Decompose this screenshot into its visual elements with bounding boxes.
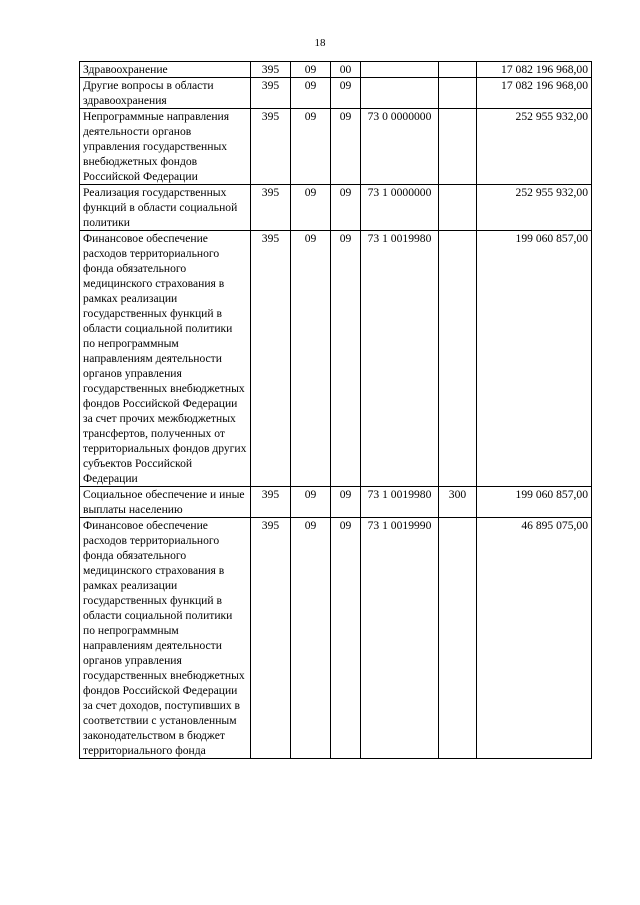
amount: 46 895 075,00 [477, 518, 592, 759]
amount: 17 082 196 968,00 [477, 78, 592, 109]
target-code: 73 0 0000000 [361, 109, 439, 185]
row-name: Другие вопросы в области здравоохранения [80, 78, 251, 109]
row-name: Социальное обеспечение и иные выплаты населению [80, 487, 251, 518]
ministry-code: 395 [251, 78, 291, 109]
subsection-code: 09 [331, 78, 361, 109]
section-code: 09 [291, 109, 331, 185]
target-code: 73 1 0019980 [361, 487, 439, 518]
section-code: 09 [291, 487, 331, 518]
row-name: Финансовое обеспечение расходов территориального фонда обязательного медицинского страхования в рамках реализации государственных функций в области социальной политики по непрограммным направлениям деятельности органов управления государственных внебюджетных фондов Российской Федерации за счет прочих межбюджетных трансфертов, полученных от территориальных фондов других субъектов Российской Федерации [80, 231, 251, 487]
expense-type-code [439, 78, 477, 109]
ministry-code: 395 [251, 487, 291, 518]
subsection-code: 09 [331, 231, 361, 487]
expense-type-code [439, 231, 477, 487]
table-row [80, 487, 592, 518]
subsection-code: 09 [331, 185, 361, 231]
ministry-code: 395 [251, 185, 291, 231]
amount: 252 955 932,00 [477, 109, 592, 185]
row-name: Финансовое обеспечение расходов территориального фонда обязательного медицинского страхования в рамках реализации государственных функций в области социальной политики по непрограммным направлениям деятельности органов управления государственных внебюджетных фондов Российской Федерации за счет доходов, поступивших в соответствии с установленным законодательством в бюджет территориального фонда [80, 518, 251, 759]
ministry-code: 395 [251, 231, 291, 487]
ministry-code: 395 [251, 518, 291, 759]
table-row [80, 185, 592, 231]
table-row [80, 78, 592, 109]
expense-type-code [439, 518, 477, 759]
amount: 17 082 196 968,00 [477, 62, 592, 78]
table-row [80, 109, 592, 185]
section-code: 09 [291, 518, 331, 759]
target-code [361, 78, 439, 109]
section-code: 09 [291, 78, 331, 109]
row-name: Здравоохранение [80, 62, 251, 78]
section-code: 09 [291, 231, 331, 487]
amount: 252 955 932,00 [477, 185, 592, 231]
subsection-code: 00 [331, 62, 361, 78]
row-name: Реализация государственных функций в области социальной политики [80, 185, 251, 231]
amount: 199 060 857,00 [477, 231, 592, 487]
section-code: 09 [291, 62, 331, 78]
amount: 199 060 857,00 [477, 487, 592, 518]
table-row [80, 62, 592, 78]
budget-table [79, 61, 592, 759]
subsection-code: 09 [331, 109, 361, 185]
expense-type-code [439, 62, 477, 78]
page-number: 18 [314, 37, 326, 49]
section-code: 09 [291, 185, 331, 231]
ministry-code: 395 [251, 109, 291, 185]
expense-type-code: 300 [439, 487, 477, 518]
target-code: 73 1 0000000 [361, 185, 439, 231]
subsection-code: 09 [331, 518, 361, 759]
table-row [80, 231, 592, 487]
row-name: Непрограммные направления деятельности органов управления государственных внебюджетных фондов Российской Федерации [80, 109, 251, 185]
ministry-code: 395 [251, 62, 291, 78]
expense-type-code [439, 109, 477, 185]
subsection-code: 09 [331, 487, 361, 518]
target-code: 73 1 0019980 [361, 231, 439, 487]
table-row [80, 518, 592, 759]
target-code: 73 1 0019990 [361, 518, 439, 759]
expense-type-code [439, 185, 477, 231]
target-code [361, 62, 439, 78]
